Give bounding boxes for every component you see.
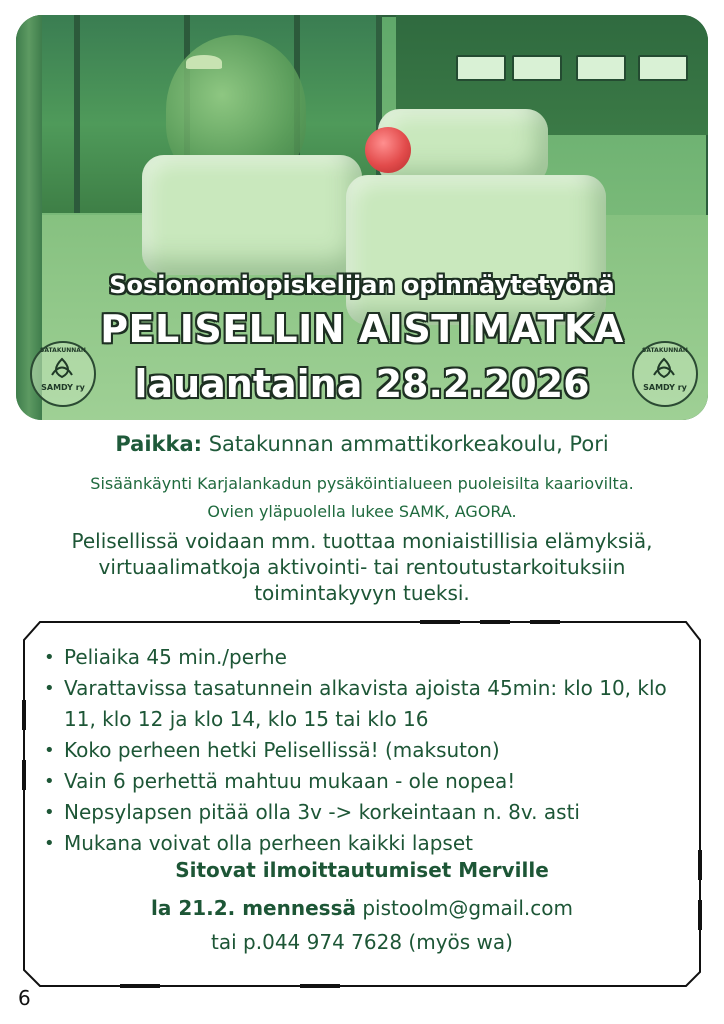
place-value: Satakunnan ammattikorkeakoulu, Pori: [208, 432, 609, 456]
details-list: [44, 642, 684, 859]
registration-deadline: [0, 896, 724, 920]
contact-email: pistoolm@gmail.com: [355, 896, 573, 920]
hero-subtitle: Sosionomiopiskelijan opinnäytetyönä: [109, 271, 615, 299]
entrance-line-1: Sisäänkäynti Karjalankadun pysäköintialueen puoleisilta kaariovilta.: [90, 474, 634, 493]
place-label: Paikka:: [115, 432, 203, 456]
contact-phone: tai p.044 974 7628 (myös wa): [211, 930, 513, 954]
hero-date: lauantaina 28.2.2026: [134, 362, 590, 406]
page-number: 6: [18, 986, 31, 1010]
registration-heading: Sitovat ilmoittautumiset Merville: [175, 858, 549, 882]
deadline-date: la 21.2. mennessä: [151, 896, 356, 920]
list-item: • Nepsylapsen pitää olla 3v -> korkeintaan n. 8v. asti: [44, 797, 684, 828]
description: Pelisellissä voidaan mm. tuottaa moniaistillisia elämyksiä, virtuaalimatkoja aktivointi- tai rentoutustarkoituksiin toimintakyvyn tueksi.: [71, 529, 653, 605]
hero-title: PELISELLIN AISTIMATKA: [100, 307, 624, 351]
list-item: • Peliaika 45 min./perhe: [44, 642, 684, 673]
samdy-logo: SATAKUNNAN SAMDY ry: [632, 341, 698, 407]
list-item: • Vain 6 perhettä mahtuu mukaan - ole nopea!: [44, 766, 684, 797]
entrance-line-2: Ovien yläpuolella lukee SAMK, AGORA.: [207, 502, 517, 521]
list-item: • Koko perheen hetki Pelisellissä! (maksuton): [44, 735, 684, 766]
list-item: • Mukana voivat olla perheen kaikki lapset: [44, 828, 684, 859]
samdy-logo: SATAKUNNAN SAMDY ry: [30, 341, 96, 407]
list-item: • Varattavissa tasatunnein alkavista ajoista 45min: klo 10, klo 11, klo 12 ja klo 14, klo 15 tai klo 16: [44, 673, 684, 735]
